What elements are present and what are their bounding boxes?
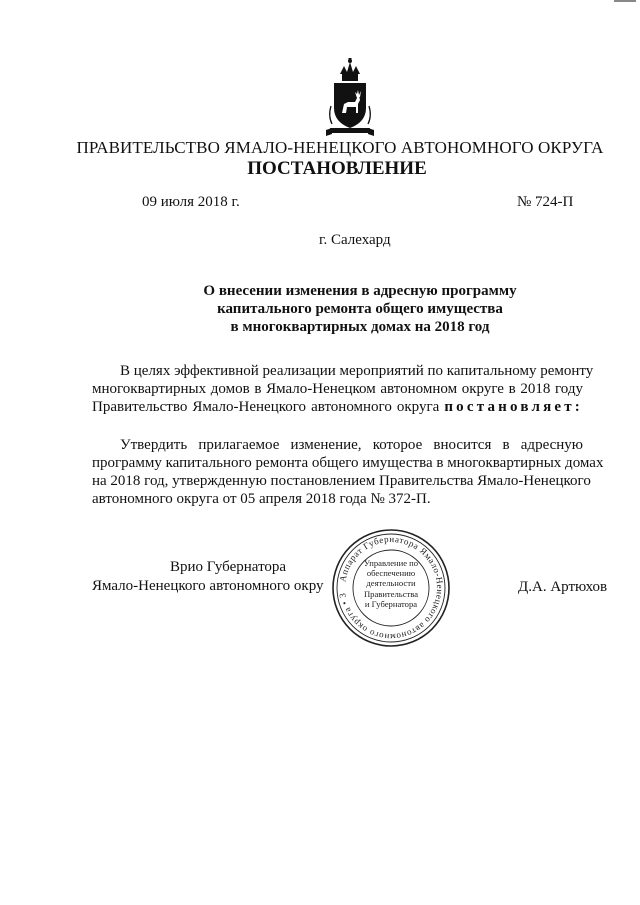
ribbon-icon xyxy=(326,128,374,136)
title-line: в многоквартирных домах на 2018 год xyxy=(230,319,490,335)
stamp-line: деятельности xyxy=(366,578,416,589)
stamp-outer-text-path: Аппарат Губернатора Ямало-Ненецкого автономного округа • 3 xyxy=(337,533,446,643)
resolution-paragraph xyxy=(92,436,604,508)
preamble-paragraph xyxy=(92,362,594,416)
crown-icon xyxy=(340,58,360,81)
paragraph-line: многоквартирных домов в Ямало-Ненецком автономном округе в 2018 году xyxy=(92,381,583,397)
government-name: ПРАВИТЕЛЬСТВО ЯМАЛО-НЕНЕЦКОГО АВТОНОМНОГО ОКРУГА xyxy=(76,138,604,157)
coat-of-arms-emblem xyxy=(322,58,378,140)
signer-name: Д.А. Артюхов xyxy=(518,579,608,595)
stamp-line: Управление по xyxy=(363,558,419,568)
document-type: ПОСТАНОВЛЕНИЕ xyxy=(247,158,427,179)
title-line: О внесении изменения в адресную программу xyxy=(203,283,517,299)
title-line: капитального ремонта общего имущества xyxy=(217,301,503,317)
paragraph-line: Утвердить прилагаемое изменение, которое вносится в адресную xyxy=(120,437,583,453)
decree-word: постановляет: xyxy=(444,399,584,415)
document-date: 09 июля 2018 г. xyxy=(142,194,240,210)
paragraph-line xyxy=(92,398,583,416)
stamp-line: и Губернатора xyxy=(364,598,418,609)
signer-title-line: Врио Губернатора xyxy=(170,559,287,575)
paragraph-line-text: Правительство Ямало-Ненецкого автономного округа xyxy=(92,399,440,415)
paragraph-line: на 2018 год, утвержденную постановлением Правительства Ямало-Ненецкого xyxy=(92,473,591,489)
stamp-line: обеспечению xyxy=(366,568,416,579)
signer-title-line: Ямало-Ненецкого автономного окру xyxy=(92,578,324,594)
document-title xyxy=(150,282,570,336)
paragraph-line: программу капитального ремонта общего имущества в многоквартирных домах xyxy=(92,455,604,471)
stamp-line: Правительства xyxy=(363,588,419,599)
paragraph-line: В целях эффективной реализации мероприятий по капитальному ремонту xyxy=(120,363,594,379)
document-city: г. Салехард xyxy=(319,232,391,248)
paragraph-line: автономного округа от 05 апреля 2018 года № 372-П. xyxy=(92,491,431,507)
signer-title xyxy=(92,558,352,596)
document-number: № 724-П xyxy=(517,194,574,210)
stamp-center-text xyxy=(349,558,433,609)
scan-corner-mark xyxy=(614,0,636,2)
